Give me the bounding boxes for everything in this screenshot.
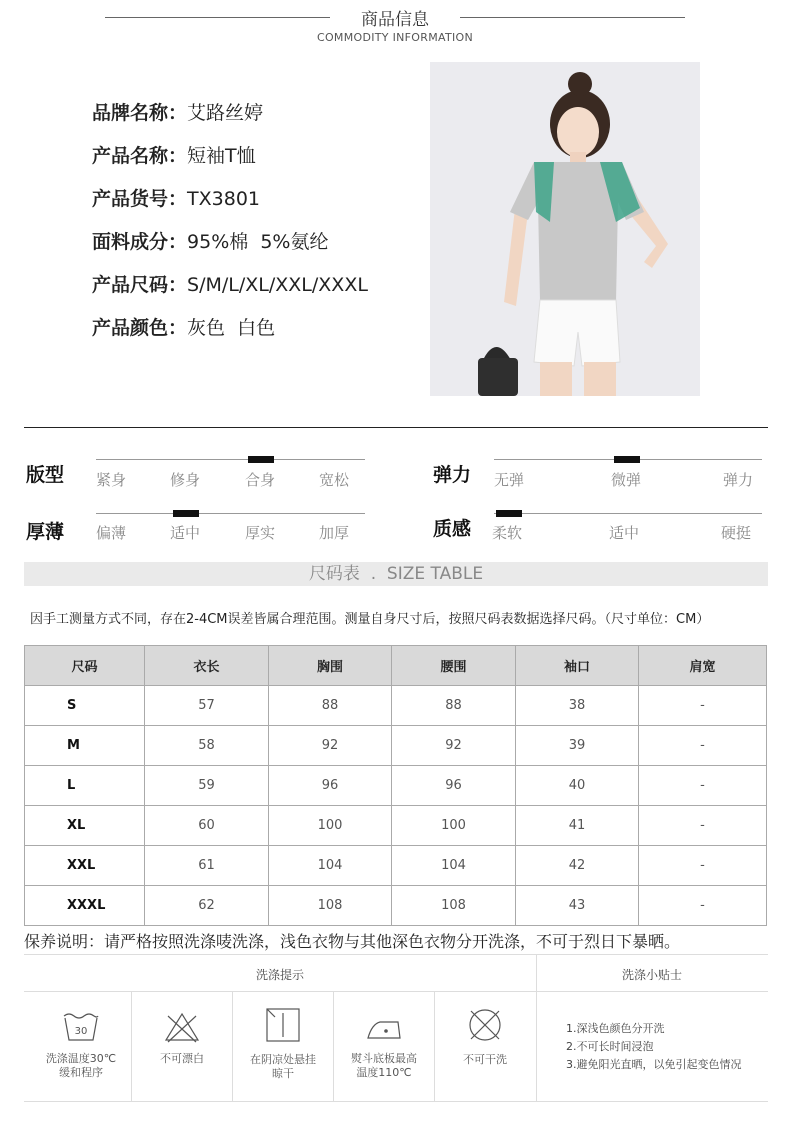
wash-item xyxy=(334,995,434,1080)
table-cell: 108 xyxy=(269,886,392,926)
elasticity-option: 无弹 xyxy=(494,471,525,489)
size-cell: XXL xyxy=(25,846,145,886)
section-title: 商品信息 xyxy=(361,10,429,30)
tip-item: 3.避免阳光直晒，以免引起变色情况 xyxy=(566,1058,742,1071)
size-table-header-row xyxy=(25,646,767,686)
wash-label xyxy=(132,1052,232,1066)
col-header: 尺码 xyxy=(25,646,145,686)
thickness-option: 厚实 xyxy=(245,524,276,542)
model-illustration xyxy=(430,62,700,396)
wash-label xyxy=(435,1053,535,1067)
wash-item xyxy=(435,995,535,1067)
table-cell: 108 xyxy=(392,886,516,926)
table-cell: 96 xyxy=(392,766,516,806)
table-cell: 43 xyxy=(516,886,639,926)
table-cell: 39 xyxy=(516,726,639,766)
texture-scale-line xyxy=(494,513,762,514)
table-row xyxy=(25,886,767,926)
table-cell: - xyxy=(639,726,767,766)
wash-divider xyxy=(536,954,537,1102)
elasticity-scale-marker xyxy=(614,456,640,463)
table-cell: 38 xyxy=(516,686,639,726)
wash-tips xyxy=(566,1020,742,1074)
table-cell: 41 xyxy=(516,806,639,846)
texture-scale-marker xyxy=(496,510,522,517)
tip-item: 1.深浅色颜色分开洗 xyxy=(566,1022,665,1035)
info-brand xyxy=(92,98,263,125)
fit-option: 宽松 xyxy=(319,471,350,489)
table-cell: 100 xyxy=(392,806,516,846)
wash-label-line: 晾干 xyxy=(272,1067,294,1080)
col-header: 袖口 xyxy=(516,646,639,686)
table-cell: 96 xyxy=(269,766,392,806)
size-cell: XL xyxy=(25,806,145,846)
table-cell: - xyxy=(639,846,767,886)
info-key: 产品颜色： xyxy=(92,317,188,339)
elasticity-title: 弹力 xyxy=(433,464,472,486)
info-value: 短袖T恤 xyxy=(187,145,256,167)
col-header: 肩宽 xyxy=(639,646,767,686)
size-cell: L xyxy=(25,766,145,806)
size-table-note: 因手工测量方式不同，存在2-4CM误差皆属合理范围。测量自身尺寸后，按照尺码表数据选择尺码。（尺寸单位：CM） xyxy=(30,612,710,627)
size-cell: XXXL xyxy=(25,886,145,926)
elasticity-option: 弹力 xyxy=(723,471,754,489)
fit-option: 修身 xyxy=(170,471,201,489)
size-cell: S xyxy=(25,686,145,726)
table-cell: 59 xyxy=(145,766,269,806)
wash-top-line xyxy=(24,954,768,955)
fit-title: 版型 xyxy=(26,464,65,486)
info-sizes xyxy=(92,270,368,297)
info-value: 灰色 白色 xyxy=(187,317,276,339)
wash-label xyxy=(31,1052,131,1080)
section-subtitle: COMMODITY INFORMATION xyxy=(316,31,474,44)
table-cell: 42 xyxy=(516,846,639,886)
fit-option: 合身 xyxy=(245,471,276,489)
care-instructions: 保养说明：请严格按照洗涤唛洗涤，浅色衣物与其他深色衣物分开洗涤，不可于烈日下暴晒。 xyxy=(24,932,681,951)
info-value: 艾路丝婷 xyxy=(187,102,264,124)
wash-label xyxy=(233,1053,333,1081)
wash-hints-title: 洗涤提示 xyxy=(255,968,304,982)
thickness-option: 偏薄 xyxy=(96,524,127,542)
table-cell: 62 xyxy=(145,886,269,926)
info-sku xyxy=(92,184,260,211)
wash-label-line: 缓和程序 xyxy=(59,1066,103,1079)
table-cell: - xyxy=(639,806,767,846)
wash-item xyxy=(31,995,131,1080)
elasticity-option: 微弹 xyxy=(611,471,642,489)
info-key: 品牌名称： xyxy=(92,102,188,124)
size-cell: M xyxy=(25,726,145,766)
wash-tips-title: 洗涤小贴士 xyxy=(621,968,682,982)
texture-option: 适中 xyxy=(609,524,640,542)
info-value: 95%棉 5%氨纶 xyxy=(187,231,329,253)
wash-label-line: 不可干洗 xyxy=(463,1053,507,1066)
table-cell: 100 xyxy=(269,806,392,846)
tip-item: 2.不可长时间浸泡 xyxy=(566,1040,654,1053)
wash-mid-line xyxy=(24,991,768,992)
hang-dry-icon xyxy=(263,1005,303,1045)
wash-label-line: 洗涤温度30℃ xyxy=(45,1052,117,1065)
col-header: 胸围 xyxy=(269,646,392,686)
iron-low-icon xyxy=(364,1010,404,1044)
table-row xyxy=(25,726,767,766)
table-cell: 92 xyxy=(269,726,392,766)
info-key: 产品尺码： xyxy=(92,274,188,296)
texture-option: 硬挺 xyxy=(721,524,752,542)
fit-scale-marker xyxy=(248,456,274,463)
wash-item xyxy=(233,995,333,1081)
table-row xyxy=(25,766,767,806)
wash-label-line: 熨斗底板最高 xyxy=(351,1052,417,1065)
table-cell: 88 xyxy=(269,686,392,726)
info-product-name xyxy=(92,141,256,168)
wash-item xyxy=(132,995,232,1066)
info-key: 产品货号： xyxy=(92,188,188,210)
table-cell: 57 xyxy=(145,686,269,726)
col-header: 腰围 xyxy=(392,646,516,686)
no-bleach-icon xyxy=(162,1010,202,1044)
size-table-band: 尺码表 . SIZE TABLE xyxy=(24,562,768,586)
table-row xyxy=(25,686,767,726)
info-value: TX3801 xyxy=(187,188,260,210)
wash-temp-label: 30 xyxy=(74,1026,88,1037)
fit-option: 紧身 xyxy=(96,471,127,489)
size-table xyxy=(24,645,767,926)
table-cell: 58 xyxy=(145,726,269,766)
wash-bottom-line xyxy=(24,1101,768,1102)
info-colors xyxy=(92,313,275,340)
table-cell: - xyxy=(639,766,767,806)
wash-label-line: 温度110℃ xyxy=(356,1066,412,1079)
table-cell: 61 xyxy=(145,846,269,886)
texture-option: 柔软 xyxy=(492,524,523,542)
table-row xyxy=(25,806,767,846)
info-value: S/M/L/XL/XXL/XXXL xyxy=(187,274,368,296)
info-key: 面料成分： xyxy=(92,231,188,253)
table-cell: - xyxy=(639,686,767,726)
table-row xyxy=(25,846,767,886)
table-cell: 104 xyxy=(269,846,392,886)
texture-title: 质感 xyxy=(433,518,472,540)
product-photo xyxy=(430,62,700,396)
col-header: 衣长 xyxy=(145,646,269,686)
fit-scale-line xyxy=(96,459,365,460)
no-dryclean-icon xyxy=(465,1005,505,1045)
thickness-scale-line xyxy=(96,513,365,514)
thickness-scale-marker xyxy=(173,510,199,517)
wash-label-line: 不可漂白 xyxy=(160,1052,204,1065)
info-key: 产品名称： xyxy=(92,145,188,167)
table-cell: - xyxy=(639,886,767,926)
section-divider xyxy=(24,427,768,428)
thickness-title: 厚薄 xyxy=(26,521,65,543)
wash-label-line: 在阴凉处悬挂 xyxy=(250,1053,316,1066)
table-cell: 60 xyxy=(145,806,269,846)
thickness-option: 加厚 xyxy=(319,524,350,542)
thickness-option: 适中 xyxy=(170,524,201,542)
wash-30-icon xyxy=(61,1010,101,1044)
table-cell: 88 xyxy=(392,686,516,726)
table-cell: 40 xyxy=(516,766,639,806)
table-cell: 92 xyxy=(392,726,516,766)
table-cell: 104 xyxy=(392,846,516,886)
wash-label xyxy=(334,1052,434,1080)
info-fabric xyxy=(92,227,328,254)
